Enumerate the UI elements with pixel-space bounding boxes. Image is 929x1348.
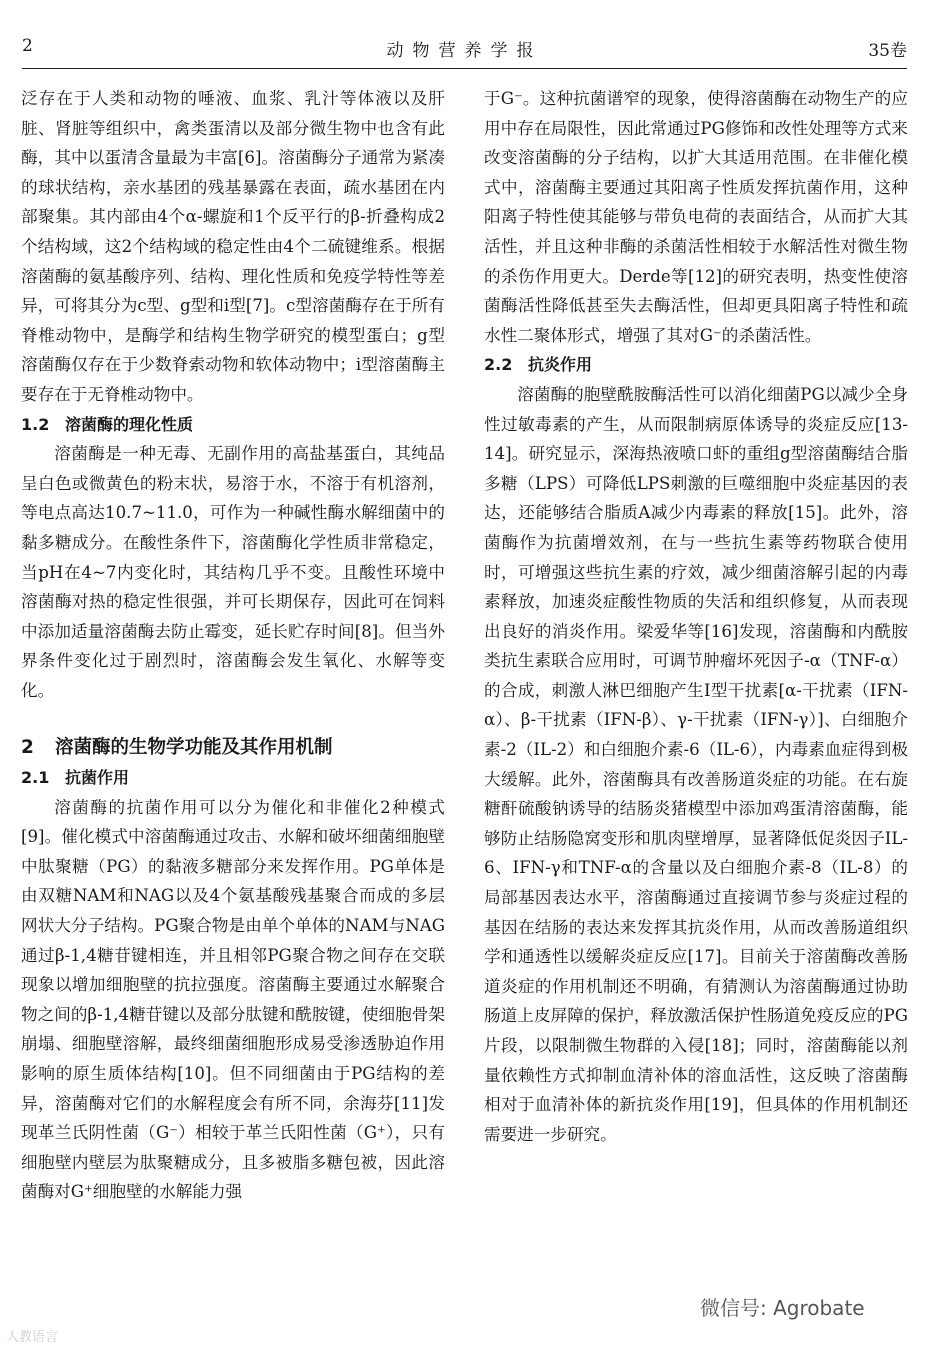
corner-watermark: 人教语言 xyxy=(6,1330,59,1345)
section-title: 溶菌酶的生物学功能及其作用机制 xyxy=(55,737,333,759)
section-heading xyxy=(484,350,908,380)
section-number: 1.2 xyxy=(21,414,50,434)
section-heading xyxy=(21,763,445,793)
section-heading xyxy=(21,410,445,440)
body-paragraph: 于G⁻。这种抗菌谱窄的现象，使得溶菌酶在动物生产的应用中存在局限性，因此常通过PG修饰和改性处理等方式来改变溶菌酶的分子结构，以扩大其适用范围。在非催化模式中，溶菌酶主要通过其阳离子性质发挥抗菌作用，这种阳离子特性使其能够与带负电荷的表面结合，从而扩大其活性，并且这种非酶的杀菌活性相较于水解活性对微生物的杀伤作用更大。Derde等[12]的研究表明，热变性使溶菌酶活性降低甚至失去酶活性，但却更具阳离子特性和疏水性二聚体形式，增强了其对G⁻的杀菌活性。 xyxy=(484,89,908,345)
wechat-watermark: 微信号: Agrobate xyxy=(700,1296,865,1320)
section-title: 抗菌作用 xyxy=(65,768,130,788)
left-column xyxy=(21,84,445,1207)
right-column xyxy=(484,84,908,1149)
running-header xyxy=(22,36,907,64)
body-paragraph: 溶菌酶的抗菌作用可以分为催化和非催化2种模式[9]。催化模式中溶菌酶通过攻击、水解和破坏细菌细胞壁中肽聚糖（PG）的黏液多糖部分来发挥作用。PG单体是由双糖NAM和NAG以及4个氨基酸残基聚合而成的多层网状大分子结构。PG聚合物是由单个单体的NAM与NAG通过β-1,4糖苷键相连，并且相邻PG聚合物之间存在交联现象以增加细胞壁的抗拉强度。溶菌酶主要通过水解聚合物之间的β-1,4糖苷键以及部分肽键和酰胺键，使细胞骨架崩塌、细胞壁溶解，最终细菌细胞形成易受渗透胁迫作用影响的原生质体结构[10]。但不同细菌由于PG结构的差异，溶菌酶对它们的水解程度会有所不同，余海芬[11]发现革兰氏阴性菌（G⁻）相较于革兰氏阳性菌（G⁺），只有细胞壁内壁层为肽聚糖成分，且多被脂多糖包被，因此溶菌酶对G⁺细胞壁的水解能力强 xyxy=(21,797,445,1202)
section-number: 2.2 xyxy=(484,355,513,375)
page-number: 2 xyxy=(22,36,33,56)
header-rule xyxy=(22,68,907,69)
volume-label: 35卷 xyxy=(868,41,907,61)
body-paragraph: 泛存在于人类和动物的唾液、血浆、乳汁等体液以及肝脏、肾脏等组织中，禽类蛋清以及部分微生物中也含有此酶，其中以蛋清含量最为丰富[6]。溶菌酶分子通常为紧凑的球状结构，亲水基团的残基暴露在表面，疏水基团在内部聚集。其内部由4个α-螺旋和1个反平行的β-折叠构成2个结构域，这2个结构域的稳定性由4个二硫键维系。根据溶菌酶的氨基酸序列、结构、理化性质和免疫学特性等差异，可将其分为c型、g型和i型[7]。c型溶菌酶存在于所有脊椎动物中，是酶学和结构生物学研究的模型蛋白；g型溶菌酶仅存在于少数脊索动物和软体动物中；i型溶菌酶主要存在于无脊椎动物中。 xyxy=(21,89,445,404)
section-number: 2.1 xyxy=(21,768,50,788)
section-number: 2 xyxy=(21,737,34,759)
section-title: 溶菌酶的理化性质 xyxy=(65,414,194,434)
journal-title: 动物营养学报 xyxy=(386,41,543,61)
section-title: 抗炎作用 xyxy=(528,355,593,375)
body-paragraph: 溶菌酶的胞壁酰胺酶活性可以消化细菌PG以减少全身性过敏毒素的产生，从而限制病原体诱导的炎症反应[13-14]。研究显示，深海热液喷口虾的重组g型溶菌酶结合脂多糖（LPS）可降低LPS刺激的巨噬细胞中炎症基因的表达，还能够结合脂质A减少内毒素的释放[15]。此外，溶菌酶作为抗菌增效剂，在与一些抗生素等药物联合使用时，可增强这些抗生素的疗效，减少细菌溶解引起的内毒素释放，加速炎症酸性物质的失活和组织修复，从而表现出良好的消炎作用。梁爱华等[16]发现，溶菌酶和内酰胺类抗生素联合应用时，可调节肿瘤坏死因子-α（TNF-α）的合成，刺激人淋巴细胞产生Ⅰ型干扰素[α-干扰素（IFN-α）、β-干扰素（IFN-β）、γ-干扰素（IFN-γ）]、白细胞介素-2（IL-2）和白细胞介素-6（IL-6），内毒素血症得到极大缓解。此外，溶菌酶具有改善肠道炎症的功能。在右旋糖酐硫酸钠诱导的结肠炎猪模型中添加鸡蛋清溶菌酶，能够防止结肠隐窝变形和肌肉壁增厚，显著降低促炎因子IL-6、IFN-γ和TNF-α的含量以及白细胞介素-8（IL-8）的局部基因表达水平，溶菌酶通过直接调节参与炎症过程的基因在结肠的表达来发挥其抗炎作用，从而改善肠道组织学和通透性以缓解炎症反应[17]。目前关于溶菌酶改善肠道炎症的作用机制还不明确，有猜测认为溶菌酶通过协助肠道上皮屏障的保护，释放激活保护性肠道免疫反应的PG片段，以限制微生物群的入侵[18]；同时，溶菌酶能以剂量依赖性方式抑制血清补体的溶血活性，这反映了溶菌酶相对于血清补体的新抗炎作用[19]，但具体的作用机制还需要进一步研究。 xyxy=(484,384,908,1144)
section-heading xyxy=(21,733,445,763)
body-paragraph: 溶菌酶是一种无毒、无副作用的高盐基蛋白，其纯品呈白色或微黄色的粉末状，易溶于水，不溶于有机溶剂，等电点高达10.7~11.0，可作为一种碱性酶水解细菌中的黏多糖成分。在酸性条件下，溶菌酶化学性质非常稳定，当pH在4~7内变化时，其结构几乎不变。且酸性环境中溶菌酶对热的稳定性很强，并可长期保存，因此可在饲料中添加适量溶菌酶去防止霉变，延长贮存时间[8]。但当外界条件变化过于剧烈时，溶菌酶会发生氧化、水解等变化。 xyxy=(21,444,445,700)
